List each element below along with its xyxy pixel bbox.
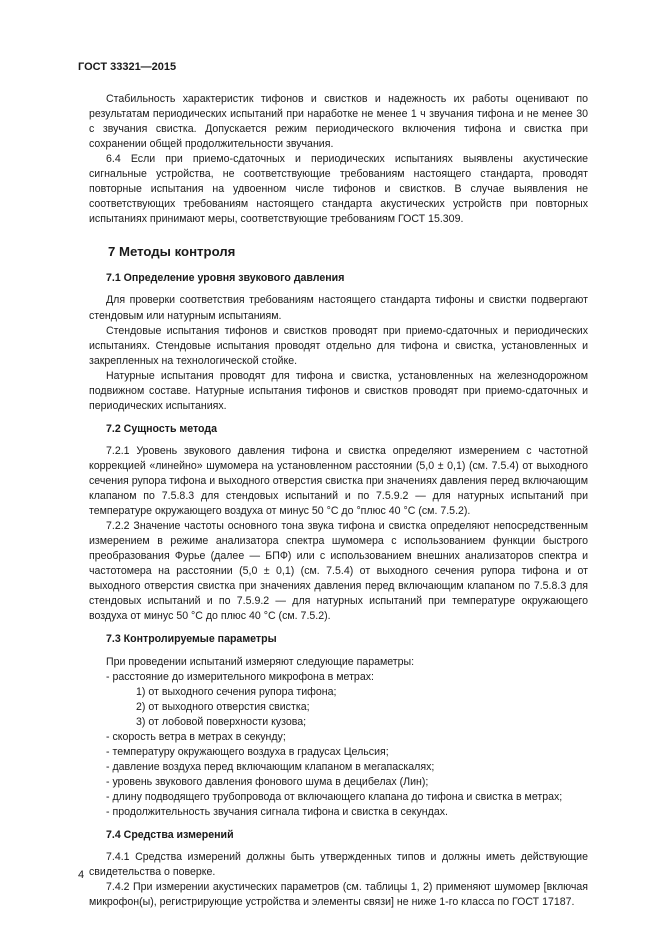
section-7-heading: 7 Методы контроля <box>108 244 236 260</box>
list-item-wind: - скорость ветра в метрах в секунду; <box>106 730 286 743</box>
paragraph-7-2-2: 7.2.2 Значение частоты основного тона звука тифона и свистка определяют непосредственным измерением в режиме анализатора спектра шумомера с использованием функции быстрого преобразования Фурье (далее — БПФ) или с использованием внешних анализаторов спектра и частотомера на расстоянии (5,0 ± 0,1) (см. 7.5.4) от выходного сечения рупора тифона и от выходного отверстия свистка при значениях давления перед включающим клапаном по 7.5.8.3 для стендовых испытаний и по 7.5.9.2 — для натурных испытаний при температуре окружающего воздуха от минус 50 °С до плюс 40 °С (см. 7.5.2). <box>89 520 588 623</box>
paragraph-7-1-c: Натурные испытания проводят для тифона и свистка, установленных на железнодорожном подвижном составе. Натурные испытания тифонов и свистков проводят при приемо-сдаточных и периодических испытаниях. <box>89 369 588 412</box>
paragraph-reliability: Стабильность характеристик тифонов и свистков и надежность их работы оценивают по результатам периодических испытаний при наработке не менее 1 ч звучания тифона и не менее 30 с звучания свистка. Допускается режим периодического включения тифона и свистка при сохранении общей продолжительности звучания. <box>89 93 588 151</box>
paragraph-6-4: 6.4 Если при приемо-сдаточных и периодических испытаниях выявлены акустические сигнальные устройства, не соответствующие требованиям настоящего стандарта, проводят повторные испытания на удвоенном числе тифонов и свистков. В случае выявления не соответствующих требованиям настоящего стандарта акустических устройств при повторных испытаниях принимают меры, соответствующие требованиям ГОСТ 15.309. <box>89 153 588 226</box>
section-7-3-heading: 7.3 Контролируемые параметры <box>106 633 277 646</box>
sub-item-whistle: 2) от выходного отверстия свистка; <box>136 700 310 713</box>
paragraph-7-4-1: 7.4.1 Средства измерений должны быть утвержденных типов и должны иметь действующие свидетельства о поверке. <box>89 851 588 879</box>
paragraph-7-1-b: Стендовые испытания тифонов и свистков проводят при приемо-сдаточных и периодических испытаниях. Стендовые испытания проводят отдельно для тифона и свистка, установленных и закрепленных на технологической стойке. <box>89 324 588 367</box>
section-7-1-heading: 7.1 Определение уровня звукового давления <box>106 272 345 285</box>
section-7-2-heading: 7.2 Сущность метода <box>106 422 218 435</box>
standard-header: ГОСТ 33321—2015 <box>78 61 177 73</box>
sub-item-body: 3) от лобовой поверхности кузова; <box>136 715 307 728</box>
list-item-pressure: - давление воздуха перед включающим клапаном в мегапаскалях; <box>106 760 435 773</box>
page-number: 4 <box>78 869 85 881</box>
paragraph-7-4-2: 7.4.2 При измерении акустических параметров (см. таблицы 1, 2) применяют шумомер [включая микрофон(ы), регистрирующие устройства и элементы связи] не ниже 1-го класса по ГОСТ 17187. <box>89 881 588 909</box>
list-item-pipe-length: - длину подводящего трубопровода от включающего клапана до тифона и свистка в метрах; <box>106 790 563 803</box>
section-7-4-heading: 7.4 Средства измерений <box>106 829 234 842</box>
sub-item-horn: 1) от выходного сечения рупора тифона; <box>136 685 337 698</box>
list-item-temperature: - температуру окружающего воздуха в градусах Цельсия; <box>106 745 389 758</box>
parameters-intro: При проведении испытаний измеряют следующие параметры: <box>106 655 415 668</box>
list-item-distance: - расстояние до измерительного микрофона в метрах: <box>106 670 374 683</box>
list-item-noise: - уровень звукового давления фонового шума в децибелах (Лин); <box>106 775 429 788</box>
list-item-duration: - продолжительность звучания сигнала тифона и свистка в секундах. <box>106 805 448 818</box>
page-body <box>89 92 588 910</box>
paragraph-7-1-a: Для проверки соответствия требованиям настоящего стандарта тифоны и свистки подвергают стендовым или натурным испытаниям. <box>89 294 588 322</box>
paragraph-7-2-1: 7.2.1 Уровень звукового давления тифона и свистка определяют измерением с частотной коррекцией «линейно» шумомера на установленном расстоянии (5,0 ± 0,1) (см. 7.5.4) от выходного сечения рупора тифона и выходного отверстия свистка при значениях давления перед включающим клапаном по 7.5.8.3 для стендовых испытаний и по 7.5.9.2 — для натурных испытаний при температуре окружающего воздуха от минус 50 °С до °плюс 40 °С (см. 7.5.2). <box>89 444 588 518</box>
